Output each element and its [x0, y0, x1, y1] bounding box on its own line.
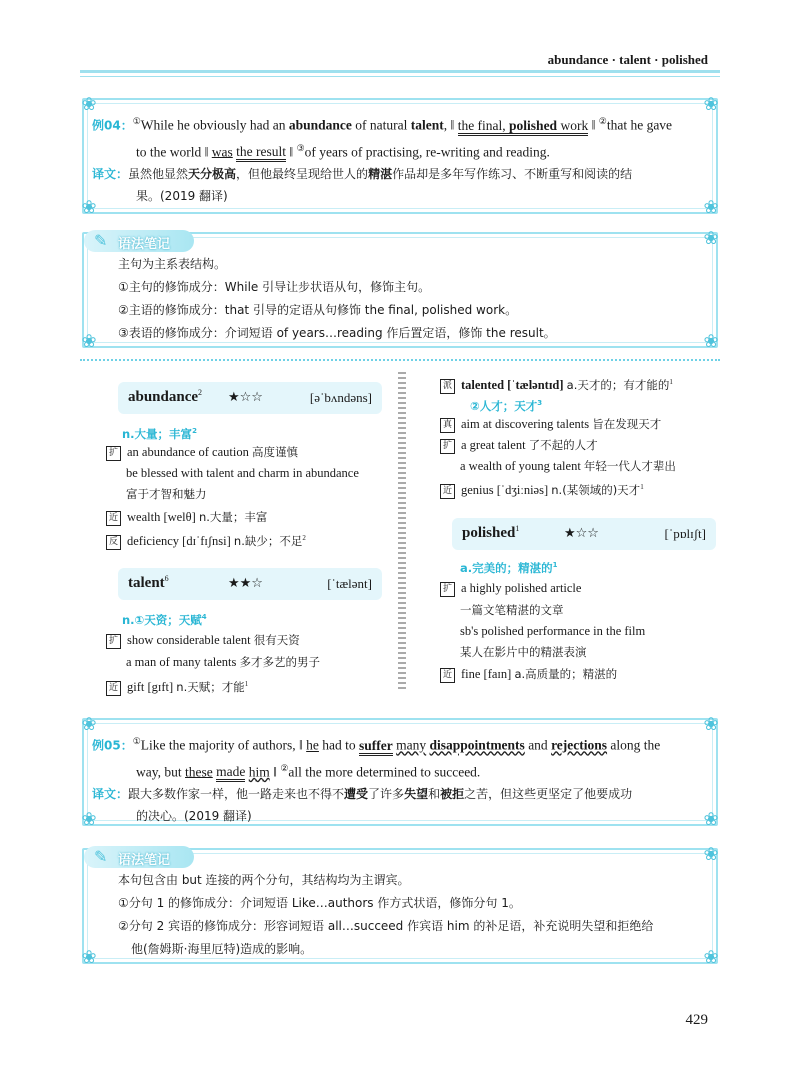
entry-line: 某人在影片中的精湛表演	[460, 645, 587, 659]
sense: n.大量；丰富$^2$	[122, 427, 197, 441]
rating-stars: ★★☆	[228, 576, 263, 591]
grammar-note-tab: ✎ 语法笔记	[84, 846, 194, 868]
ornament-icon: ❀	[703, 947, 719, 967]
entry-line: 近 fine [faɪn] a.高质量的；精湛的	[440, 664, 617, 685]
ornament-icon: ❀	[703, 228, 719, 248]
section-divider	[80, 359, 720, 361]
entry-line: 近 gift [gɪft] n.天赋；才能$^1$	[106, 674, 248, 698]
entry-line: sb's polished performance in the film	[460, 624, 646, 638]
grammar-note-2: 本句包含由 but 连接的两个分句，其结构均为主谓宾。 ①分句 1 的修饰成分：介词短语 Like…authors 作方式状语，修饰分句 1。 ②分句 2 宾语的修饰成分：形容词短语 all…succeed 作宾语 him 的补足语，补充说明失望和拒绝给 他(詹姆斯·海里厄特)造成的影响。	[118, 873, 654, 956]
ornament-icon: ❀	[703, 844, 719, 864]
entry-talent-header: talent$^6$ ★★☆ [ˈtælənt]	[118, 568, 382, 600]
ornament-icon: ❀	[81, 947, 97, 967]
entry-polished-header: polished$^1$ ★☆☆ [ˈpɒlɪʃt]	[452, 518, 716, 550]
ornament-icon: ❀	[81, 809, 97, 829]
ornament-icon: ❀	[81, 94, 97, 114]
sense: a.完美的；精湛的$^1$	[460, 561, 558, 575]
entry-line: 派 talented [ˈtæləntɪd] a.天才的；有才能的$^1$	[440, 372, 673, 396]
entry-line: a man of many talents 多才多艺的男子	[126, 655, 321, 669]
entry-line: 近 genius [ˈdʒiːniəs] n.(某领域的)天才$^1$	[440, 477, 644, 501]
entry-line: 扩 show considerable talent 很有天资	[106, 630, 300, 651]
sense: ②人才；天才$^3$	[470, 399, 543, 413]
ornament-icon: ❀	[703, 197, 719, 217]
header-rule	[80, 70, 720, 73]
entry-abundance-header: abundance$^2$ ★☆☆ [əˈbʌndəns]	[118, 382, 382, 414]
header-rule-thin	[80, 76, 720, 77]
entry-line: 扩 an abundance of caution 高度谨慎	[106, 442, 298, 463]
grammar-note-1: 主句为主系表结构。 ①主句的修饰成分：While 引导让步状语从句，修饰主句。 ②主语的修饰成分：that 引导的定语从句修饰 the final, polished work。 ③表语的修饰成分：介词短语 of years…reading 作后置定语，修饰 the result。	[118, 257, 556, 340]
entry-line: 扩 a great talent 了不起的人才	[440, 435, 598, 456]
ornament-icon: ❀	[703, 94, 719, 114]
ornament-icon: ❀	[81, 197, 97, 217]
rating-stars: ★☆☆	[564, 526, 599, 541]
column-divider	[398, 372, 406, 692]
pen-icon: ✎	[94, 233, 108, 250]
entry-line: be blessed with talent and charm in abundance	[126, 466, 359, 480]
example-05-text: 例05：①Like the majority of authors, ‖ he had to suffer many disappointments and rejections along the way, but these made him ‖ ②all the more determined to succeed. 译文：跟大多数作家一样，他一路走来也不得不遭受了许多失望和被拒之苦，但这些更坚定了他要成功 的决心。(2019 翻译)	[92, 736, 661, 823]
grammar-note-tab: ✎ 语法笔记	[84, 230, 194, 252]
entry-line: 一篇文笔精湛的文章	[460, 603, 564, 617]
entry-line: 近 wealth [welθ] n.大量；丰富	[106, 507, 267, 528]
entry-line: 富于才智和魅力	[126, 487, 207, 501]
sense: n.①天资；天赋$^4$	[122, 613, 207, 627]
running-header: abundance · talent · polished	[547, 52, 708, 67]
ornament-icon: ❀	[81, 714, 97, 734]
ornament-icon: ❀	[703, 331, 719, 351]
ornament-icon: ❀	[81, 331, 97, 351]
entry-line: 反 deficiency [dɪˈfɪʃnsi] n.缺少；不足$^2$	[106, 528, 306, 552]
entry-line: a wealth of young talent 年轻一代人才辈出	[460, 459, 676, 473]
pen-icon: ✎	[94, 849, 108, 866]
ornament-icon: ❀	[703, 714, 719, 734]
page-number: 429	[685, 1012, 708, 1028]
rating-stars: ★☆☆	[228, 390, 263, 405]
entry-line: 真 aim at discovering talents 旨在发现天才	[440, 414, 661, 435]
ornament-icon: ❀	[703, 809, 719, 829]
example-04-text: 例04：①While he obviously had an abundance of natural talent, ‖ the final, polished work ‖ ②that he gave to the world ‖ was the result ‖ ③of years of practising, re-writing and reading. 译文：虽然他显然天分极高，但他最终呈现给世人的精湛作品却是多年写作练习、不断重写和阅读的结 果。(2019 翻译)	[92, 116, 673, 203]
entry-line: 扩 a highly polished article	[440, 578, 581, 599]
